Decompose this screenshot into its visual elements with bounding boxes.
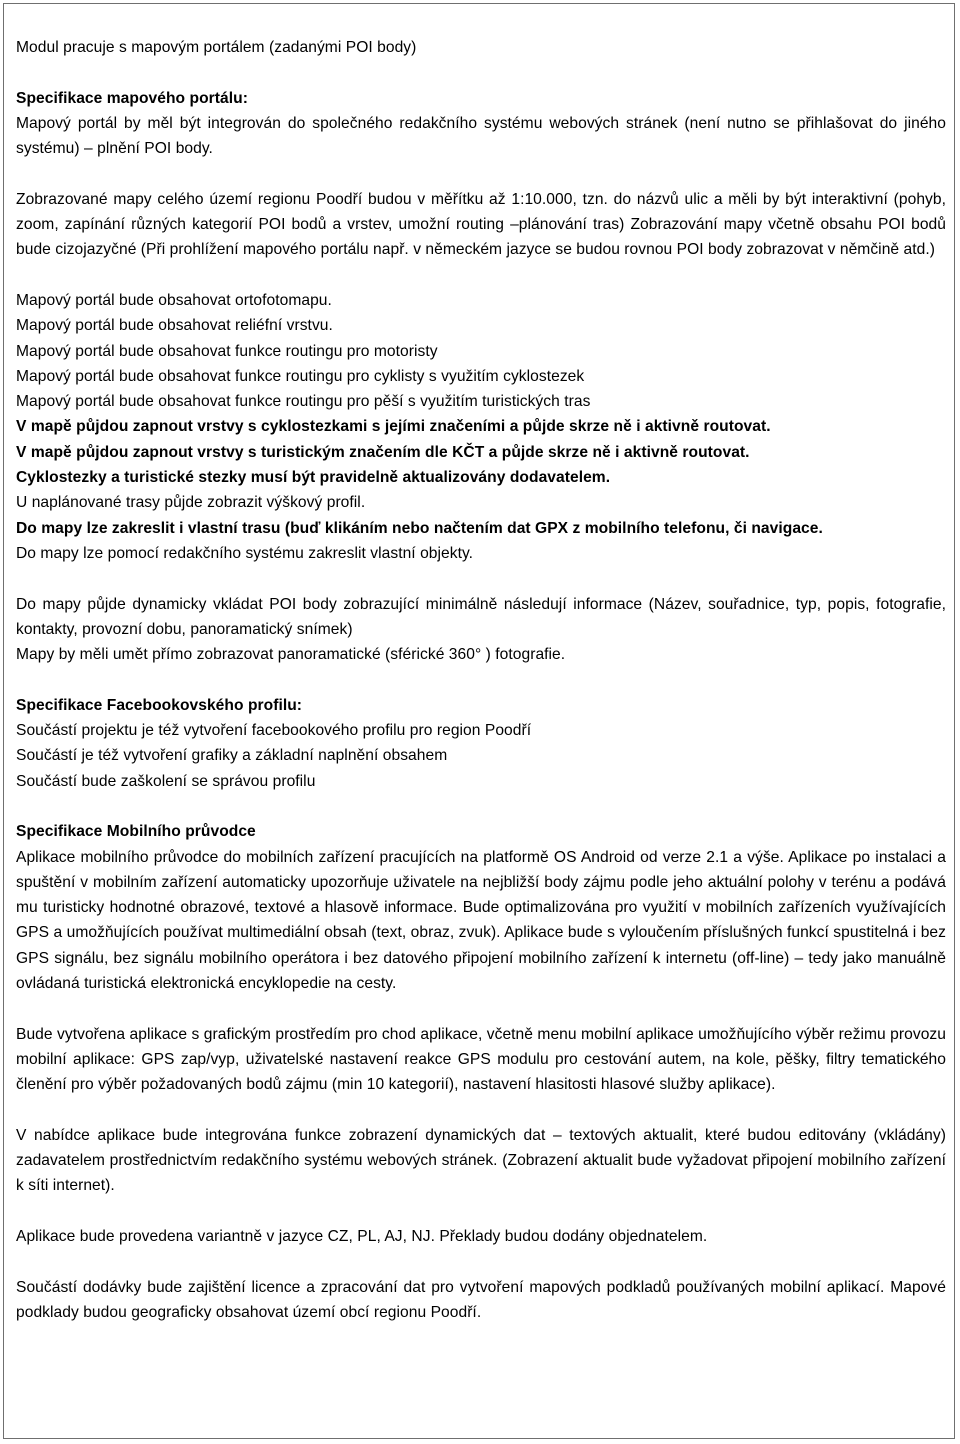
document-body bbox=[16, 35, 946, 1325]
map-portal-paragraph-3: Do mapy půjde dynamicky vkládat POI body zobrazující minimálně následují informace (Název, souřadnice, typ, popis, fotografie, kontakty, provozní dobu, panoramatický snímek) bbox=[16, 595, 946, 638]
feature-line: Cyklostezky a turistické stezky musí být pravidelně aktualizovány dodavatelem. bbox=[16, 469, 611, 487]
mobile-paragraph-1: Aplikace mobilního průvodce do mobilních zařízení pracujících na platformě OS Android od verze 2.1 a výše. Aplikace po instalaci a spuštění v mobilním zařízení automaticky upozorňuje uživatele na nejbližší body zájmu podle jeho aktuální polohy v terénu a podává mu turisticky hodnotné obrazové, textové a hlasově informace. Bude optimalizována pro využití v mobilních zařízeních využívajících GPS a umožňujících používat multimediální obsah (text, obraz, zvuk). Aplikace bude s vyloučením příslušných funkcí spustitelná i bez GPS signálu, bez signálu mobilního operátora i bez datového připojení mobilního zařízení k internetu (off-line) – tedy jako manuálně ovládaná turistická elektronická encyklopedie na cesty. bbox=[16, 848, 946, 992]
document-page bbox=[3, 3, 955, 1439]
mobile-paragraph-2: Bude vytvořena aplikace s grafickým prostředím pro chod aplikace, včetně menu mobilní aplikace umožňujícího výběr režimu provozu mobilní aplikace: GPS zap/vyp, uživatelské nastavení reakce GPS modulu pro cestování autem, na kole, pěšky, filtry tematického členění pro výběr požadovaných bodů zájmu (min 10 kategorií), nastavení hlasitosti hlasové služby aplikace). bbox=[16, 1025, 946, 1094]
mobile-paragraph-5: Součástí dodávky bude zajištění licence a zpracování dat pro vytvoření mapových podkladů používaných mobilní aplikací. Mapové podklady budou geograficky obsahovat území obcí regionu Poodří. bbox=[16, 1278, 946, 1321]
feature-line: U naplánované trasy půjde zobrazit výškový profil. bbox=[16, 494, 366, 512]
mobile-paragraph-4: Aplikace bude provedena variantně v jazyce CZ, PL, AJ, NJ. Překlady budou dodány objednatelem. bbox=[16, 1227, 708, 1245]
map-portal-feature-list bbox=[16, 288, 946, 566]
feature-line: Mapový portál bude obsahovat reliéfní vrstvu. bbox=[16, 317, 333, 335]
map-portal-paragraph-2: Zobrazované mapy celého území regionu Poodří budou v měřítku až 1:10.000, tzn. do názvů ulic a měli by být interaktivní (pohyb, zoom, zapínání různých kategorií POI bodů a vrstev, umožní routing –plánování tras) Zobrazování mapy včetně obsahu POI bodů bude cizojazyčné (Při prohlížení mapového portálu např. v německém jazyce se budou rovnou POI body zobrazovat v němčině atd.) bbox=[16, 190, 946, 259]
feature-line: Do mapy lze pomocí redakčního systému zakreslit vlastní objekty. bbox=[16, 544, 474, 562]
map-portal-paragraph-4: Mapy by měli umět přímo zobrazovat panoramatické (sférické 360° ) fotografie. bbox=[16, 646, 566, 664]
feature-line: Mapový portál bude obsahovat funkce routingu pro motoristy bbox=[16, 342, 438, 360]
map-portal-heading: Specifikace mapového portálu: bbox=[16, 89, 248, 107]
feature-line: Do mapy lze zakreslit i vlastní trasu (buď klikáním nebo načtením dat GPX z mobilního telefonu, či navigace. bbox=[16, 519, 823, 537]
facebook-heading: Specifikace Facebookovského profilu: bbox=[16, 696, 303, 714]
feature-line: V mapě půjdou zapnout vrstvy s turistickým značením dle KČT a půjde skrze ně i aktivně routovat. bbox=[16, 443, 750, 461]
intro-text: Modul pracuje s mapovým portálem (zadanými POI body) bbox=[16, 39, 417, 56]
facebook-line: Součástí je též vytvoření grafiky a základní naplnění obsahem bbox=[16, 747, 448, 765]
feature-line: Mapový portál bude obsahovat funkce routingu pro pěší s využitím turistických tras bbox=[16, 393, 591, 411]
facebook-line: Součástí projektu je též vytvoření facebookového profilu pro region Poodří bbox=[16, 722, 532, 740]
map-portal-paragraph-1: Mapový portál by měl být integrován do společného redakčního systému webových stránek (není nutno se přihlašovat do jiného systému) – plnění POI body. bbox=[16, 114, 946, 158]
feature-line: Mapový portál bude obsahovat ortofotomapu. bbox=[16, 291, 332, 309]
facebook-line: Součástí bude zaškolení se správou profilu bbox=[16, 772, 316, 790]
feature-line: Mapový portál bude obsahovat funkce routingu pro cyklisty s využitím cyklostezek bbox=[16, 367, 585, 385]
mobile-paragraph-3: V nabídce aplikace bude integrována funkce zobrazení dynamických dat – textových aktualit, které budou editovány (vkládány) zadavatelem prostřednictvím redakčního systému webových stránek. (Zobrazení aktualit bude vyžadovat připojení mobilního zařízení k síti internet). bbox=[16, 1126, 946, 1195]
feature-line: V mapě půjdou zapnout vrstvy s cyklostezkami s jejími značeními a půjde skrze ně i aktivně routovat. bbox=[16, 418, 771, 436]
mobile-heading: Specifikace Mobilního průvodce bbox=[16, 823, 256, 841]
